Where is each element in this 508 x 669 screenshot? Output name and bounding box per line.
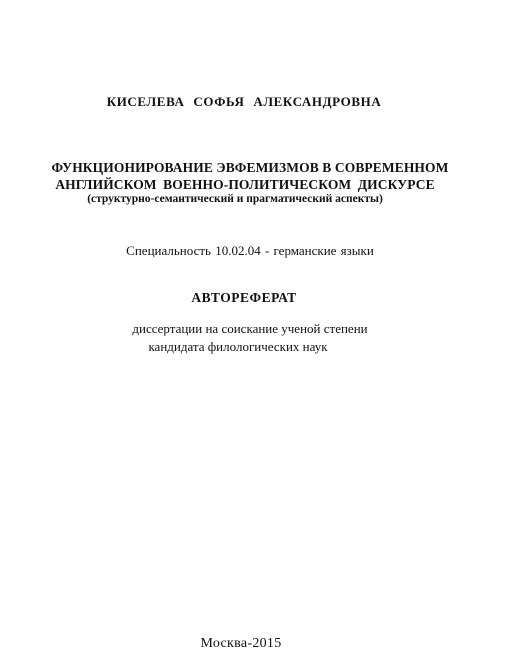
title-subtitle: (структурно-семантический и прагматический аспекты) [87,193,383,205]
specialty-line: Специальность 10.02.04 - германские языки [126,243,374,258]
title-line-1: ФУНКЦИОНИРОВАНИЕ ЭВФЕМИЗМОВ В СОВРЕМЕННОМ [51,160,449,175]
document-type-heading: АВТОРЕФЕРАТ [191,290,297,305]
city-year: Москва-2015 [200,636,282,651]
author-name: КИСЕЛЕВА СОФЬЯ АЛЕКСАНДРОВНА [106,94,382,109]
title-line-2: АНГЛИЙСКОМ ВОЕННО-ПОЛИТИЧЕСКОМ ДИСКУРСЕ [55,177,435,192]
purpose-line-2: кандидата филологических наук [148,339,328,354]
purpose-line-1: диссертации на соискание ученой степени [132,321,368,336]
